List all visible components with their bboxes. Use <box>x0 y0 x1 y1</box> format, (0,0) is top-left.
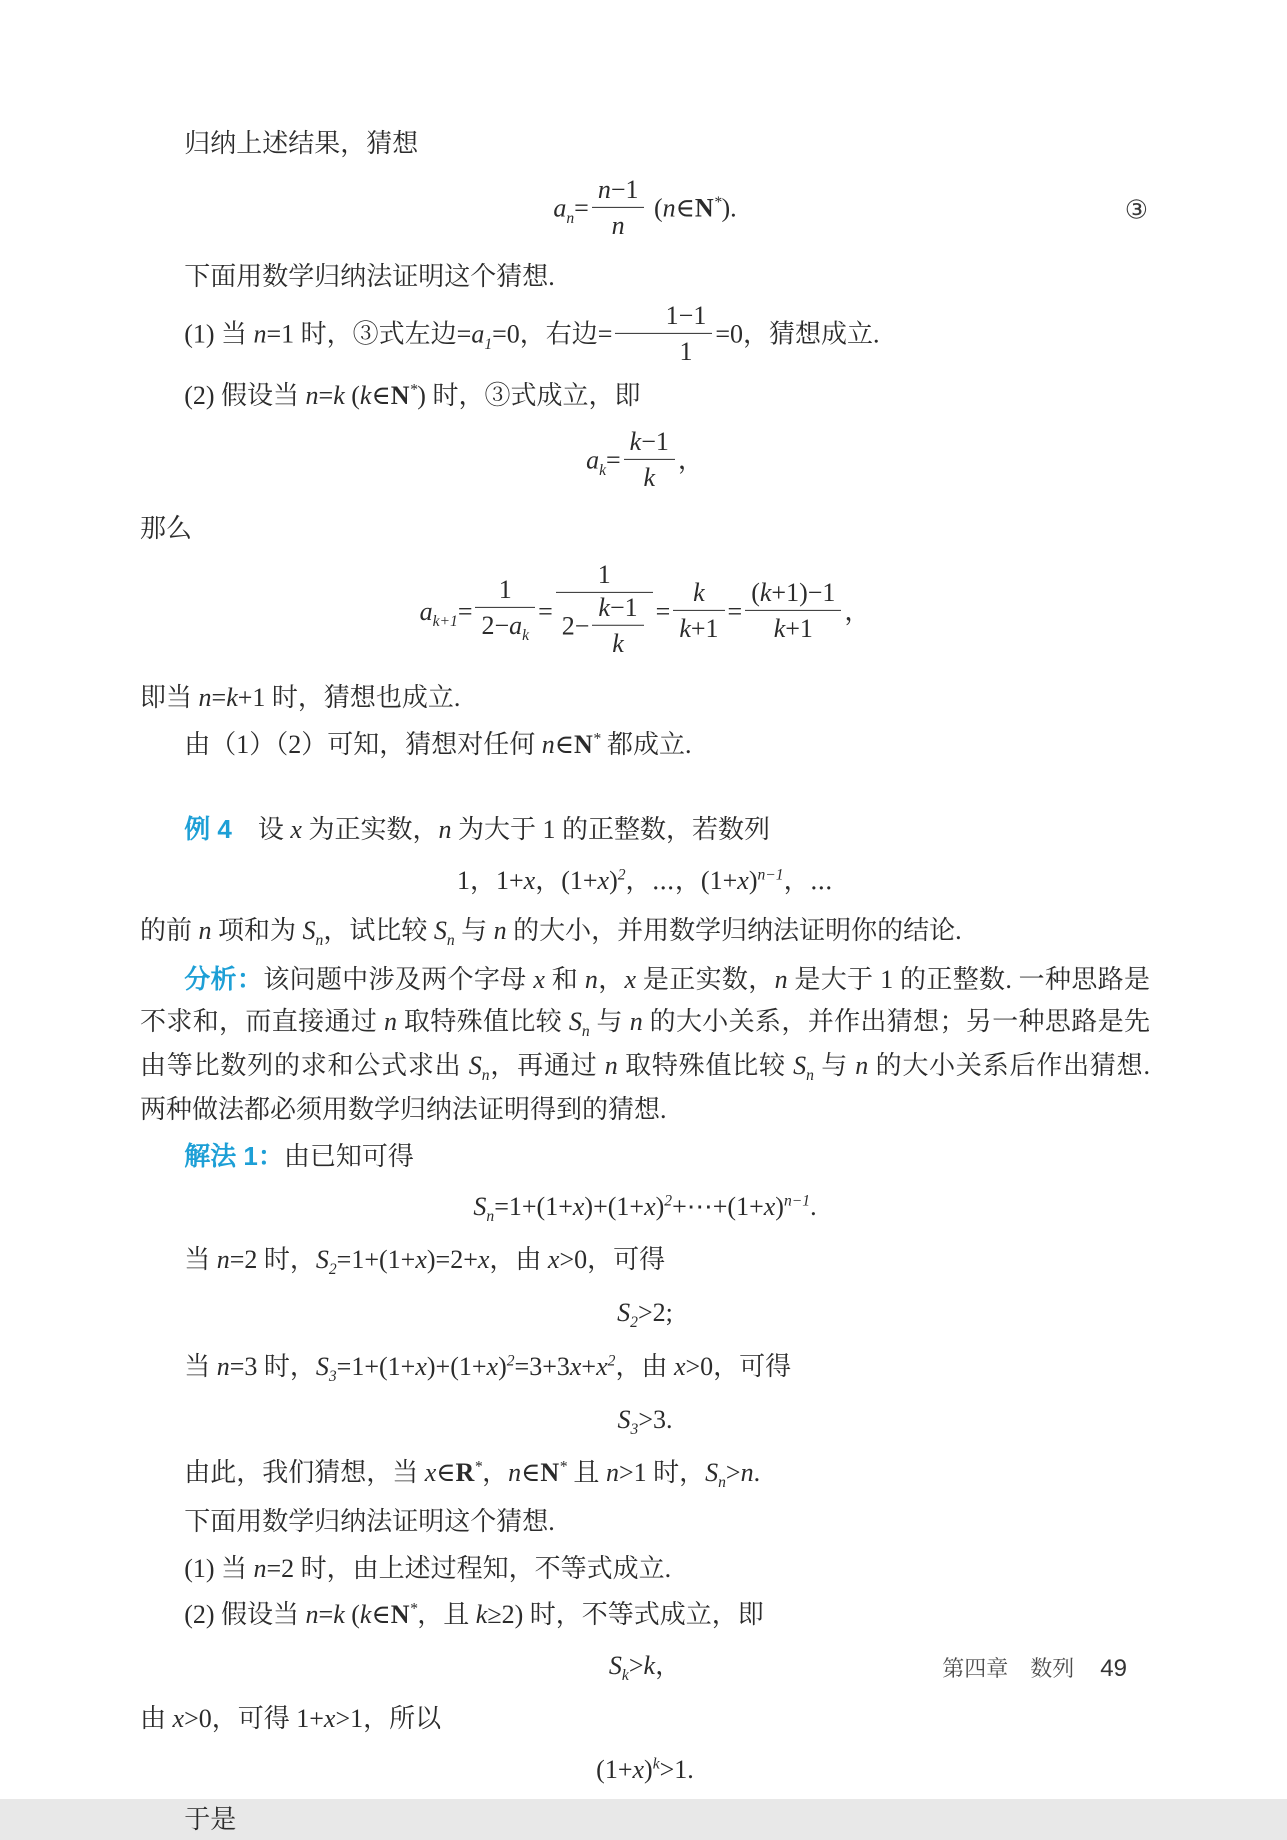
fraction-denominator <box>475 607 535 646</box>
text-run: ， <box>677 445 704 475</box>
math-superscript: 2 <box>617 866 626 884</box>
text-run: 设 <box>231 815 291 845</box>
text-run: > <box>628 1650 644 1680</box>
math-subscript: 2 <box>630 1314 638 1332</box>
math-subscript: k+1 <box>432 612 458 630</box>
math-subscript: n <box>566 209 575 227</box>
math-set-symbol: R <box>455 1458 475 1488</box>
example-heading <box>140 809 1150 851</box>
formula-s2 <box>140 1295 1150 1333</box>
math-superscript: k <box>652 1755 660 1773</box>
math-set-symbol: N <box>540 1458 560 1488</box>
text-run: ∈ <box>371 1600 391 1630</box>
math-set-symbol: N <box>573 729 593 759</box>
math-subscript: 2 <box>328 1261 337 1279</box>
math-variable: n <box>305 1600 319 1630</box>
math-variable: n <box>605 1458 619 1488</box>
text-run: −1 <box>641 426 669 456</box>
math-variable: S <box>793 1050 807 1080</box>
text-run: ( <box>647 193 663 223</box>
text-run: ( <box>344 1600 360 1630</box>
math-variable: a <box>586 445 600 475</box>
math-subscript: n <box>806 1066 814 1084</box>
text-run: 项和为 <box>211 915 303 945</box>
text-run: >0，可得 1+ <box>184 1704 324 1734</box>
text-run: (2) 假设当 <box>184 1600 306 1630</box>
text-run: 于是 <box>184 1804 237 1834</box>
formula-an <box>140 174 1150 244</box>
math-fraction <box>556 558 653 662</box>
math-variable: x <box>569 1351 582 1381</box>
math-superscript: * <box>559 1458 567 1476</box>
math-subscript: n <box>486 1208 495 1226</box>
math-fraction <box>673 576 724 643</box>
case-n3 <box>140 1346 1150 1390</box>
math-superscript: * <box>474 1458 483 1476</box>
math-variable: S <box>433 915 447 945</box>
math-variable: x <box>290 815 302 845</box>
formula-ak <box>140 426 1150 496</box>
math-variable: S <box>617 1404 631 1434</box>
text-run: 与 <box>813 1050 856 1080</box>
math-variable: S <box>473 1192 487 1222</box>
math-variable: n <box>774 965 788 995</box>
text-run: ，再通过 <box>489 1050 605 1080</box>
math-variable: n <box>855 1050 869 1080</box>
proof-intro <box>140 256 1150 298</box>
math-variable: S <box>705 1458 719 1488</box>
text-run: ( <box>344 380 360 410</box>
math-variable: n <box>198 915 212 945</box>
math-variable: k <box>773 613 786 643</box>
text-run: 是正实数， <box>636 965 775 995</box>
text-run: ，由 <box>489 1245 548 1275</box>
text-run: > <box>725 1458 741 1488</box>
math-variable: k <box>759 577 772 607</box>
text-run: 2− <box>561 611 590 641</box>
text-run: )+(1+ <box>426 1351 487 1381</box>
since-line <box>140 1698 1150 1740</box>
math-variable: x <box>632 1754 645 1784</box>
math-variable: x <box>486 1351 499 1381</box>
intro-line <box>140 123 1150 165</box>
text-run: ) <box>644 1754 653 1784</box>
math-variable: n <box>541 729 555 759</box>
text-run: 该问题中涉及两个字母 <box>263 965 534 995</box>
fraction-numerator <box>556 558 653 591</box>
text-run: 取特殊值比较 <box>397 1006 569 1036</box>
text-run: =2 时， <box>229 1245 316 1275</box>
math-variable: S <box>315 1245 329 1275</box>
text-run: +1 时，猜想也成立. <box>237 683 461 713</box>
text-run: −1 <box>610 174 639 204</box>
text-run: )+(1+ <box>584 1192 645 1222</box>
math-variable: n <box>305 380 319 410</box>
text-run: ， <box>597 965 625 995</box>
fraction-numerator <box>475 574 535 607</box>
text-run: ， <box>844 596 871 626</box>
math-fraction <box>592 173 645 240</box>
text-run: >1，所以 <box>335 1704 442 1734</box>
math-variable: n <box>629 1006 643 1036</box>
text-run: −1 <box>609 592 638 622</box>
text-run: =0，猜想成立. <box>715 319 880 349</box>
text-run: = <box>538 596 553 626</box>
text-run: 归纳上述结果，猜想 <box>184 129 419 158</box>
proof2-step-1 <box>140 1548 1150 1590</box>
fraction-numerator <box>592 173 645 206</box>
conclusion-all <box>140 724 1150 766</box>
math-variable: x <box>737 865 749 895</box>
fraction-denominator <box>592 625 643 659</box>
text-run: >0，可得 <box>685 1351 792 1381</box>
text-run: 1 <box>597 559 611 589</box>
footer-chapter-title: 第四章 数列 <box>942 1656 1075 1681</box>
math-variable: n <box>604 1050 618 1080</box>
math-variable: x <box>624 965 637 995</box>
text-run: +1)−1 <box>771 577 836 607</box>
math-variable: a <box>419 596 433 626</box>
page-footer <box>942 1652 1127 1683</box>
math-variable: x <box>523 865 536 895</box>
math-variable: n <box>216 1351 230 1381</box>
text-run: 下面用数学归纳法证明这个猜想. <box>184 1507 555 1537</box>
math-variable: x <box>644 1192 656 1222</box>
text-run: . <box>810 1192 817 1222</box>
math-variable: n <box>198 683 212 713</box>
text-run: (1) 当 <box>184 319 254 349</box>
math-superscript: * <box>409 381 418 399</box>
text-run: 当 <box>184 1351 217 1381</box>
math-variable: x <box>424 1458 437 1488</box>
fraction-numerator <box>745 576 841 609</box>
text-run: = <box>211 683 227 713</box>
math-superscript: n−1 <box>757 866 784 884</box>
fraction-denominator <box>673 610 724 644</box>
text-run: ∈ <box>675 193 695 223</box>
math-variable: S <box>302 915 316 945</box>
math-superscript: 2 <box>506 1352 515 1370</box>
text-run: >1 时， <box>618 1458 706 1488</box>
math-subscript: n <box>481 1066 490 1084</box>
text-run: 为大于 1 的正整数，若数列 <box>451 815 770 845</box>
text-run: ，由 <box>615 1351 674 1381</box>
text-run: = <box>727 596 743 626</box>
text-run: =1+(1+ <box>336 1245 416 1275</box>
math-superscript: * <box>409 1600 418 1618</box>
text-run: =3 时， <box>229 1351 316 1381</box>
fraction-denominator <box>592 207 645 241</box>
text-run: ，且 <box>417 1600 476 1630</box>
math-subscript: 1 <box>484 335 493 353</box>
text-run: >2; <box>637 1298 673 1328</box>
text-run: +1 <box>785 613 813 643</box>
text-run: ∈ <box>554 729 574 759</box>
text-run: >1. <box>659 1754 694 1784</box>
math-variable: x <box>323 1704 336 1734</box>
equation-number: ③ <box>1124 195 1148 225</box>
text-run: ) <box>748 865 758 895</box>
math-variable: k <box>612 628 624 658</box>
text-run: (2) 假设当 <box>184 380 306 410</box>
math-variable: x <box>172 1704 185 1734</box>
text-run: ， <box>482 1458 509 1488</box>
math-variable: n <box>662 193 676 223</box>
math-variable: x <box>596 1351 608 1381</box>
math-variable: k <box>359 1600 372 1630</box>
text-run: >0，可得 <box>559 1245 666 1275</box>
math-superscript: 2 <box>664 1192 673 1210</box>
math-superscript: * <box>713 193 722 211</box>
text-run: =0，右边= <box>492 319 613 349</box>
math-subscript: 3 <box>630 1421 639 1438</box>
text-run: 由 <box>140 1704 173 1734</box>
math-subscript: k <box>599 461 606 479</box>
text-run: 的大小关系后作出猜想. 两种做法都必须用数学归纳法证明得到的猜想. <box>140 1050 1150 1124</box>
formula-sn <box>140 1189 1150 1227</box>
text-run: (1) 当 <box>184 1553 254 1583</box>
math-subscript: n <box>718 1474 726 1492</box>
proof-step-1 <box>140 300 1150 370</box>
text-run: 2− <box>481 611 510 641</box>
math-set-symbol: N <box>694 193 714 223</box>
math-variable: a <box>471 319 485 349</box>
math-fraction <box>624 425 675 492</box>
analysis-paragraph <box>140 959 1150 1130</box>
math-subscript: 3 <box>328 1367 337 1385</box>
formula-body <box>596 1752 694 1787</box>
text-run: 由此，我们猜想，当 <box>184 1458 425 1488</box>
text-run: +⋯+(1+ <box>672 1192 764 1222</box>
math-subscript: k <box>522 627 530 645</box>
math-variable: n <box>253 1553 267 1583</box>
text-run: =1+(1+ <box>494 1192 573 1222</box>
fraction-denominator <box>615 333 712 367</box>
text-run: ∈ <box>521 1458 541 1488</box>
text-run: =1+(1+ <box>336 1351 416 1381</box>
math-variable: x <box>673 1351 686 1381</box>
math-variable: k <box>643 462 656 492</box>
text-run: 那么 <box>140 513 193 543</box>
math-variable: n <box>611 210 625 240</box>
math-variable: x <box>415 1351 427 1381</box>
text-run: ，⋯ <box>783 865 834 895</box>
math-variable: n <box>438 815 452 845</box>
text-run: 都成立. <box>600 729 692 759</box>
text-run: 1 <box>679 336 693 366</box>
formula-body <box>617 1295 673 1333</box>
example-question <box>140 910 1150 954</box>
text-run: ∈ <box>371 380 391 410</box>
math-variable: S <box>315 1351 329 1381</box>
math-variable: n <box>493 915 507 945</box>
text-run: 与 <box>589 1006 630 1036</box>
math-variable: k <box>693 577 705 607</box>
section-label: 解法 1： <box>184 1140 284 1171</box>
text-run: ，⋯，(1+ <box>625 865 738 895</box>
math-variable: a <box>509 611 523 641</box>
text-run: ) 时，③式成立，即 <box>417 380 641 410</box>
math-variable: n <box>216 1245 230 1275</box>
text-run: = <box>457 596 473 626</box>
math-variable: k <box>333 1600 345 1630</box>
text-run: ) <box>775 1192 784 1222</box>
fraction-denominator <box>624 459 675 493</box>
formula-body <box>586 426 704 496</box>
text-run: >3. <box>638 1404 673 1434</box>
text-run: 为正实数， <box>301 815 439 845</box>
text-run: ∈ <box>436 1458 456 1488</box>
math-variable: k <box>679 613 691 643</box>
math-variable: k <box>226 683 238 713</box>
text-run: ) <box>609 865 618 895</box>
footer-page-number: 49 <box>1100 1655 1127 1682</box>
text-run: ，(1+ <box>535 865 598 895</box>
fraction-numerator <box>624 425 675 458</box>
section-label: 分析： <box>184 964 264 995</box>
formula-body <box>457 863 833 898</box>
math-variable: n <box>597 174 611 204</box>
math-fraction <box>745 576 841 643</box>
fraction-numerator <box>592 591 643 624</box>
text-run: = <box>318 380 334 410</box>
text-run: ) <box>655 1192 665 1222</box>
formula-1xk <box>140 1752 1150 1787</box>
math-variable: S <box>568 1006 582 1036</box>
math-variable: x <box>572 1192 585 1222</box>
formula-sequence <box>140 863 1150 898</box>
math-variable: k <box>643 1650 656 1680</box>
proof2-intro <box>140 1501 1150 1543</box>
math-variable: k <box>333 380 345 410</box>
formula-ak1 <box>140 559 1150 666</box>
text-run: = <box>574 193 589 223</box>
text-run: 由已知可得 <box>283 1141 414 1171</box>
math-variable: n <box>740 1458 754 1488</box>
text-run: 的大小关系，并作出猜想；另一种思路是先由等比数列的求和公式求出 <box>140 1006 1150 1080</box>
math-fraction <box>475 574 535 646</box>
solution-heading <box>140 1136 1150 1178</box>
text-run: ≥2) 时，不等式成立，即 <box>487 1600 764 1630</box>
math-variable: n <box>584 965 598 995</box>
text-run: 的前 <box>140 915 199 945</box>
text-run: ， <box>655 1650 682 1680</box>
text-run: 的大小，并用数学归纳法证明你的结论. <box>506 915 962 945</box>
text-run: +1 <box>690 613 719 643</box>
formula-body <box>553 174 737 244</box>
math-variable: S <box>608 1650 622 1680</box>
text-run: 1，1+ <box>456 865 524 895</box>
math-variable: k <box>359 380 372 410</box>
math-variable: x <box>533 965 545 995</box>
math-variable: x <box>547 1245 560 1275</box>
text-run: ，试比较 <box>323 915 434 945</box>
thus-line <box>140 1799 1150 1840</box>
fraction-denominator <box>745 610 841 644</box>
text-run: 与 <box>454 915 494 945</box>
text-run: 1 <box>498 575 512 605</box>
fraction-numerator <box>673 576 724 609</box>
text-run: + <box>581 1351 597 1381</box>
text-run: 1−1 <box>665 300 707 330</box>
proof-step-2 <box>140 375 1150 417</box>
math-superscript: * <box>592 730 601 747</box>
case-n2 <box>140 1239 1150 1283</box>
math-set-symbol: N <box>390 380 410 410</box>
section-label: 例 4 <box>184 814 232 845</box>
text-run: = <box>606 445 621 475</box>
text-run: 即当 <box>140 683 199 713</box>
math-fraction <box>592 591 643 658</box>
math-subscript: n <box>315 932 324 950</box>
text-run: 和 <box>544 965 585 995</box>
text-run: = <box>655 596 671 626</box>
text-run: )=2+ <box>426 1245 478 1275</box>
then-line <box>140 508 1150 550</box>
conclusion-k1 <box>140 677 1150 719</box>
math-variable: x <box>763 1192 776 1222</box>
formula-body <box>609 1648 681 1686</box>
text-run: =3+3 <box>514 1351 570 1381</box>
text-run: =1 时，③式左边= <box>266 319 472 349</box>
conjecture-line <box>140 1452 1150 1496</box>
math-variable: x <box>415 1245 427 1275</box>
math-variable: x <box>477 1245 490 1275</box>
math-variable: k <box>475 1600 488 1630</box>
page-content <box>140 123 1150 1840</box>
math-variable: a <box>553 193 567 223</box>
math-subscript: n <box>446 932 455 950</box>
text-run: 是大于 1 的正整数. 一种思路是不求和，而直接通过 <box>140 965 1150 1036</box>
text-run: = <box>318 1600 334 1630</box>
math-variable: S <box>468 1050 482 1080</box>
fraction-numerator <box>615 299 712 332</box>
text-run: . <box>753 1458 761 1488</box>
math-subscript: n <box>581 1022 590 1040</box>
math-variable: x <box>597 865 610 895</box>
text-run: ) <box>498 1351 507 1381</box>
fraction-denominator <box>556 592 653 662</box>
text-run: (1+ <box>596 1754 633 1784</box>
text-run: 由（1）（2）可知，猜想对任何 <box>184 729 542 759</box>
math-variable: n <box>253 319 267 349</box>
text-run: =2 时，由上述过程知，不等式成立. <box>266 1553 672 1583</box>
text-run: 取特殊值比较 <box>617 1050 794 1080</box>
formula-body <box>618 1402 673 1440</box>
math-variable: n <box>508 1458 522 1488</box>
formula-s3 <box>140 1402 1150 1440</box>
text-run: ( <box>751 577 760 607</box>
math-variable: S <box>617 1298 631 1328</box>
text-run: ). <box>721 193 737 223</box>
math-variable: n <box>384 1006 398 1036</box>
text-run: 下面用数学归纳法证明这个猜想. <box>184 261 555 291</box>
math-variable: k <box>629 426 642 456</box>
math-superscript: 2 <box>607 1352 616 1370</box>
math-set-symbol: N <box>390 1600 410 1630</box>
math-subscript: k <box>621 1667 629 1685</box>
text-run: 当 <box>184 1245 217 1275</box>
math-variable: k <box>598 592 610 622</box>
text-run: 且 <box>566 1458 606 1488</box>
math-superscript: n−1 <box>783 1192 811 1210</box>
formula-body <box>419 559 871 666</box>
math-fraction <box>615 299 712 366</box>
proof2-step-2 <box>140 1594 1150 1636</box>
formula-body <box>473 1189 816 1227</box>
